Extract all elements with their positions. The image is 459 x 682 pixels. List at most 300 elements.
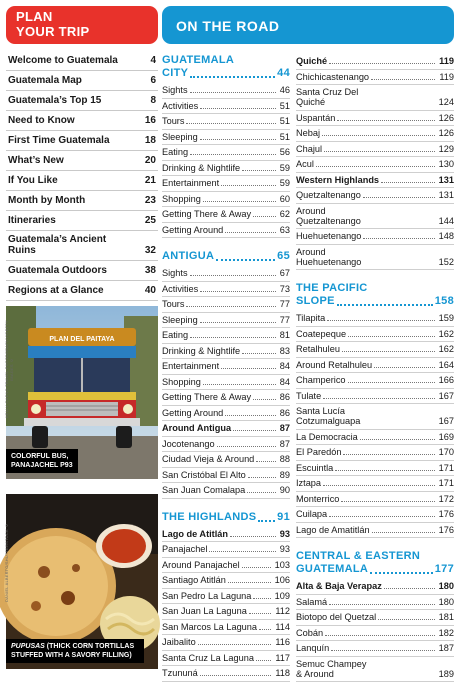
toc-entry	[296, 476, 454, 492]
toc-entry	[296, 373, 454, 389]
toc-entry-name-line: Cotzumalguapa	[296, 416, 360, 426]
toc-entry	[162, 83, 290, 99]
pupusas-caption: PUPUSAS (THICK CORN TORTILLAS STUFFED WITH A SAVORY FILLING)	[6, 639, 144, 663]
section-title: THE PACIFIC	[296, 282, 368, 295]
plan-list-item	[6, 281, 158, 301]
toc-entry	[296, 492, 454, 508]
plan-item-page: 16	[145, 115, 156, 126]
toc-entry	[296, 188, 454, 204]
dot-leader	[203, 201, 276, 202]
dot-leader	[329, 63, 435, 64]
toc-entry-name: El Paredón	[296, 447, 341, 457]
toc-entry-name: Drinking & Nightlife	[162, 163, 240, 173]
plan-your-trip-column	[6, 6, 158, 662]
dot-leader	[348, 382, 435, 383]
plan-item-page: 40	[145, 285, 156, 296]
toc-entry-name-line: Quetzaltenango	[296, 216, 361, 226]
toc-entry-page: 169	[437, 432, 454, 442]
dot-leader	[363, 197, 435, 198]
toc-entry-name: San Juan Comalapa	[162, 485, 245, 495]
dot-leader	[337, 120, 434, 121]
section-entries	[296, 579, 454, 682]
toc-entry-name: Entertainment	[162, 361, 219, 371]
toc-entry-name: Around Antigua	[162, 423, 231, 433]
on-the-road-middle-column	[162, 6, 290, 662]
toc-entry	[296, 342, 454, 358]
toc-entry-name: Cobán	[296, 628, 323, 638]
dot-leader	[200, 139, 276, 140]
toc-entry-name: San Juan La Laguna	[162, 606, 247, 616]
toc-entry-page: 59	[278, 163, 290, 173]
dot-leader	[360, 439, 435, 440]
section-entries	[296, 311, 454, 538]
toc-entry-page: 131	[437, 175, 454, 185]
toc-entry-name: Cuilapa	[296, 509, 327, 519]
toc-entry	[162, 145, 290, 161]
section-heading-line	[162, 67, 290, 80]
toc-entry-name: Panajachel	[162, 544, 207, 554]
toc-entry-name: Santiago Atitlán	[162, 575, 226, 585]
section-dot-leader	[370, 572, 433, 574]
toc-entry	[162, 542, 290, 558]
toc-entry	[162, 635, 290, 651]
dot-leader	[209, 551, 275, 552]
toc-entry-name: Sleeping	[162, 315, 198, 325]
toc-entry-page: 112	[273, 606, 290, 616]
section-dot-leader	[337, 304, 433, 306]
quiche-list	[296, 54, 454, 270]
toc-entry-page: 116	[273, 637, 290, 647]
toc-entry	[162, 390, 290, 406]
toc-entry	[162, 282, 290, 298]
dot-leader	[242, 353, 276, 354]
dot-leader	[242, 170, 276, 171]
toc-section	[162, 511, 290, 682]
section-title: GUATEMALA	[162, 54, 234, 67]
toc-entry	[162, 130, 290, 146]
section-title: THE HIGHLANDS	[162, 511, 256, 524]
plan-item-label: Guatemala Map	[8, 75, 82, 86]
section-dot-leader	[258, 520, 275, 522]
toc-entry	[296, 245, 454, 271]
toc-entry-name: Tzununá	[162, 668, 198, 678]
dot-leader	[200, 291, 276, 292]
plan-item-label: First Time Guatemala	[8, 135, 110, 146]
dot-leader	[384, 588, 435, 589]
plan-item-label: Welcome to Guatemala	[8, 55, 118, 66]
toc-entry-name: San Cristóbal El Alto	[162, 470, 246, 480]
toc-entry-name	[296, 659, 366, 679]
section-heading-line	[296, 550, 454, 563]
toc-entry-page: 171	[437, 463, 454, 473]
toc-entry	[162, 573, 290, 589]
toc-entry-name: Salamá	[296, 597, 327, 607]
toc-entry	[162, 468, 290, 484]
toc-entry-page: 176	[437, 525, 454, 535]
toc-entry-page: 106	[273, 575, 290, 585]
toc-entry	[296, 461, 454, 477]
dot-leader	[256, 660, 271, 661]
plan-item-page: 18	[145, 135, 156, 146]
toc-entry-name-line: Huehuetenango	[296, 257, 361, 267]
plan-item-label: Guatemala’s Top 15	[8, 95, 101, 106]
plan-title-line2: YOUR TRIP	[16, 24, 148, 39]
pupusas-photo	[6, 494, 158, 669]
toc-entry	[162, 266, 290, 282]
plan-list-item	[6, 261, 158, 281]
toc-entry	[296, 523, 454, 539]
toc-entry-name: Biotopo del Quetzal	[296, 612, 376, 622]
toc-entry	[296, 70, 454, 86]
toc-entry	[162, 375, 290, 391]
toc-entry-page: 59	[278, 178, 290, 188]
section-heading-line	[162, 54, 290, 67]
plan-item-label: Guatemala’s Ancient Ruins	[8, 234, 128, 256]
toc-entry-name: Getting There & Away	[162, 392, 251, 402]
dot-leader	[249, 613, 272, 614]
toc-entry	[162, 620, 290, 636]
toc-entry	[296, 657, 454, 682]
section-title: CENTRAL & EASTERN	[296, 550, 420, 563]
toc-entry-name	[296, 87, 358, 107]
toc-entry-page: 67	[278, 268, 290, 278]
toc-entry	[162, 558, 290, 574]
plan-list-item	[6, 191, 158, 211]
toc-entry-page: 162	[437, 329, 454, 339]
toc-entry-name: Sights	[162, 268, 188, 278]
bus-caption: COLORFUL BUS, PANAJACHEL P93	[6, 449, 78, 473]
toc-entry-page: 114	[273, 622, 290, 632]
toc-entry-name: Tours	[162, 299, 184, 309]
toc-entry-name: Eating	[162, 330, 188, 340]
toc-entry-page: 129	[437, 144, 454, 154]
toc-entry-page: 60	[278, 194, 290, 204]
toc-entry-page: 130	[437, 159, 454, 169]
section-dot-leader	[190, 76, 275, 78]
dot-leader	[242, 567, 271, 568]
dot-leader	[323, 398, 434, 399]
mid-sections	[162, 54, 290, 682]
toc-entry-page: 51	[278, 132, 290, 142]
dot-leader	[342, 351, 435, 352]
dot-leader	[190, 275, 276, 276]
dot-leader	[374, 367, 435, 368]
toc-entry	[162, 589, 290, 605]
toc-entry-page: 86	[278, 408, 290, 418]
dot-leader	[200, 322, 276, 323]
on-the-road-right-column	[296, 6, 454, 662]
plan-item-page: 4	[150, 55, 156, 66]
toc-entry	[296, 579, 454, 595]
toc-entry	[296, 111, 454, 127]
dot-leader	[363, 238, 434, 239]
toc-entry-page: 77	[278, 299, 290, 309]
toc-entry-name: Huehuetenango	[296, 231, 361, 241]
plan-item-label: If You Like	[8, 175, 58, 186]
toc-entry-name: Ciudad Vieja & Around	[162, 454, 254, 464]
dot-leader	[198, 644, 272, 645]
plan-item-label: Need to Know	[8, 115, 75, 126]
dot-leader	[190, 337, 276, 338]
toc-entry-page: 144	[437, 216, 454, 226]
plan-list	[6, 51, 158, 301]
toc-entry-name-line: Around	[296, 247, 361, 257]
section-heading-line	[162, 250, 290, 263]
toc-entry-page: 51	[278, 101, 290, 111]
toc-entry	[162, 604, 290, 620]
toc-entry-name: Iztapa	[296, 478, 321, 488]
section-entries	[162, 83, 290, 238]
toc-entry-page: 167	[437, 416, 454, 426]
section-heading-line	[296, 563, 454, 576]
section-dot-leader	[216, 259, 275, 261]
toc-entry-name: Drinking & Nightlife	[162, 346, 240, 356]
toc-entry	[296, 430, 454, 446]
toc-entry	[162, 421, 290, 437]
toc-entry-page: 119	[437, 72, 454, 82]
toc-entry-page: 181	[437, 612, 454, 622]
toc-entry-name-line: & Around	[296, 669, 366, 679]
toc-entry-name: Monterrico	[296, 494, 339, 504]
toc-entry-name: Lago de Atitlán	[162, 529, 228, 539]
section-heading-line	[296, 282, 454, 295]
toc-entry-page: 81	[278, 330, 290, 340]
toc-entry-page: 62	[278, 209, 290, 219]
toc-entry-name: Lago de Amatitlán	[296, 525, 370, 535]
dot-leader	[378, 619, 434, 620]
plan-item-page: 25	[145, 215, 156, 226]
section-title: GUATEMALA	[296, 563, 368, 576]
toc-entry	[162, 223, 290, 239]
toc-entry-name: Sleeping	[162, 132, 198, 142]
dot-leader	[248, 477, 276, 478]
toc-entry-name: Tilapita	[296, 313, 325, 323]
toc-entry	[296, 204, 454, 230]
section-heading-line	[296, 295, 454, 308]
toc-entry-name: Jaibalito	[162, 637, 196, 647]
toc-entry-name: Quetzaltenango	[296, 190, 361, 200]
plan-list-item	[6, 171, 158, 191]
toc-entry	[296, 358, 454, 374]
toc-entry-name: Escuintla	[296, 463, 333, 473]
toc-entry	[296, 54, 454, 70]
toc-entry-name-line: Semuc Champey	[296, 659, 366, 669]
toc-entry-page: 77	[278, 315, 290, 325]
dot-leader	[253, 598, 270, 599]
toc-entry	[162, 406, 290, 422]
toc-entry-page: 119	[437, 56, 454, 66]
dot-leader	[327, 320, 434, 321]
plan-list-item	[6, 111, 158, 131]
toc-section	[162, 250, 290, 499]
toc-entry-name	[296, 406, 360, 426]
toc-entry-page: 109	[273, 591, 290, 601]
toc-entry	[296, 311, 454, 327]
toc-entry-name: Nebaj	[296, 128, 320, 138]
toc-entry	[162, 483, 290, 499]
dot-leader	[200, 108, 276, 109]
toc-entry-name: Chajul	[296, 144, 322, 154]
dot-leader	[217, 446, 276, 447]
plan-item-page: 8	[150, 95, 156, 106]
dot-leader	[259, 629, 271, 630]
toc-entry-page: 189	[437, 669, 454, 679]
dot-leader	[256, 461, 275, 462]
toc-entry-page: 51	[278, 116, 290, 126]
toc-entry-name-line: Quiché	[296, 97, 358, 107]
dot-leader	[247, 492, 276, 493]
dot-leader	[335, 470, 434, 471]
toc-entry-name: Santa Cruz La Laguna	[162, 653, 254, 663]
plan-list-item	[6, 211, 158, 231]
dot-leader	[190, 154, 276, 155]
toc-entry-name: Shopping	[162, 377, 201, 387]
toc-entry-name: Alta & Baja Verapaz	[296, 581, 382, 591]
plan-list-item	[6, 131, 158, 151]
toc-entry-page: 167	[437, 391, 454, 401]
right-sections	[296, 282, 454, 682]
toc-entry-page: 86	[278, 392, 290, 402]
toc-entry	[296, 157, 454, 173]
toc-entry-name: Champerico	[296, 375, 346, 385]
plan-your-trip-header	[6, 6, 158, 44]
plan-list-item	[6, 231, 158, 261]
section-heading	[162, 250, 290, 263]
toc-entry-page: 126	[437, 128, 454, 138]
plan-item-label: Regions at a Glance	[8, 285, 104, 296]
toc-entry	[296, 595, 454, 611]
toc-entry-page: 117	[273, 653, 290, 663]
plan-list-item	[6, 51, 158, 71]
toc-entry-name: Lanquín	[296, 643, 329, 653]
dot-leader	[203, 384, 276, 385]
section-page: 158	[435, 295, 454, 308]
plan-item-page: 23	[145, 195, 156, 206]
colorful-bus-photo	[6, 306, 158, 479]
plan-item-page: 21	[145, 175, 156, 186]
toc-section	[296, 282, 454, 538]
toc-entry-name: Coatepeque	[296, 329, 346, 339]
toc-entry-page: 87	[278, 423, 290, 433]
toc-entry-page: 103	[273, 560, 290, 570]
toc-entry-name: Jocotenango	[162, 439, 215, 449]
toc-entry	[162, 161, 290, 177]
toc-entry	[296, 173, 454, 189]
toc-entry	[162, 666, 290, 682]
toc-entry-name: Sights	[162, 85, 188, 95]
toc-entry	[162, 527, 290, 543]
toc-entry-name: Eating	[162, 147, 188, 157]
toc-entry-name: Getting There & Away	[162, 209, 251, 219]
dot-leader	[381, 182, 435, 183]
toc-entry	[162, 651, 290, 667]
toc-entry-name: Activities	[162, 284, 198, 294]
toc-entry-page: 162	[437, 344, 454, 354]
plan-list-item	[6, 91, 158, 111]
toc-entry	[296, 85, 454, 111]
dot-leader	[325, 635, 435, 636]
toc-entry-name: Quiché	[296, 56, 327, 66]
dot-leader	[225, 415, 275, 416]
toc-entry-name: San Pedro La Laguna	[162, 591, 251, 601]
dot-leader	[341, 501, 434, 502]
plan-list-item	[6, 71, 158, 91]
toc-entry-page: 56	[278, 147, 290, 157]
toc-entry-name: Tulate	[296, 391, 321, 401]
toc-entry-name: Entertainment	[162, 178, 219, 188]
toc-entry	[296, 327, 454, 343]
plan-item-label: Month by Month	[8, 195, 85, 206]
plan-item-page: 38	[145, 265, 156, 276]
dot-leader	[323, 485, 435, 486]
toc-entry	[296, 626, 454, 642]
toc-entry	[296, 610, 454, 626]
dot-leader	[233, 430, 276, 431]
dot-leader	[329, 516, 435, 517]
dot-leader	[221, 185, 276, 186]
toc-entry-name: Around Retalhuleu	[296, 360, 372, 370]
toc-entry-name: Uspantán	[296, 113, 335, 123]
toc-entry-name	[296, 206, 361, 226]
toc-section	[162, 54, 290, 238]
dot-leader	[253, 399, 276, 400]
toc-entry-page: 84	[278, 361, 290, 371]
dot-leader	[186, 123, 275, 124]
dot-leader	[190, 92, 276, 93]
section-entries	[162, 527, 290, 682]
toc-entry-page: 89	[278, 470, 290, 480]
plan-item-label: What’s New	[8, 155, 64, 166]
toc-entry-page: 187	[437, 643, 454, 653]
toc-entry	[296, 126, 454, 142]
toc-entry-page: 166	[437, 375, 454, 385]
dot-leader	[228, 582, 271, 583]
toc-entry	[296, 389, 454, 405]
toc-entry-page: 131	[437, 190, 454, 200]
section-heading-line	[162, 511, 290, 524]
toc-section	[296, 550, 454, 682]
section-heading	[296, 550, 454, 576]
plan-item-page: 20	[145, 155, 156, 166]
toc-entry	[162, 452, 290, 468]
toc-entry-page: 93	[278, 544, 290, 554]
toc-entry-page: 180	[437, 597, 454, 607]
dot-leader	[200, 675, 272, 676]
toc-entry-name-line: Around	[296, 206, 361, 216]
toc-entry	[162, 114, 290, 130]
toc-entry-page: 164	[437, 360, 454, 370]
toc-entry	[162, 313, 290, 329]
toc-entry-name: Chichicastenango	[296, 72, 369, 82]
toc-entry-page: 148	[437, 231, 454, 241]
toc-entry-name: Getting Around	[162, 408, 223, 418]
toc-entry-name: San Marcos La Laguna	[162, 622, 257, 632]
toc-entry-page: 171	[437, 478, 454, 488]
toc-entry-name: Retalhuleu	[296, 344, 340, 354]
toc-entry-page: 170	[437, 447, 454, 457]
bus-sign-text: PLAN DEL PAITAYA	[49, 336, 114, 343]
toc-entry-page: 182	[437, 628, 454, 638]
toc-entry	[296, 641, 454, 657]
toc-entry	[162, 344, 290, 360]
toc-entry	[162, 359, 290, 375]
dot-leader	[343, 454, 434, 455]
toc-entry-page: 83	[278, 346, 290, 356]
toc-entry-name-line: Santa Lucía	[296, 406, 360, 416]
section-heading	[162, 54, 290, 80]
on-the-road-header: ON THE ROAD	[162, 6, 454, 44]
toc-entry-page: 46	[278, 85, 290, 95]
